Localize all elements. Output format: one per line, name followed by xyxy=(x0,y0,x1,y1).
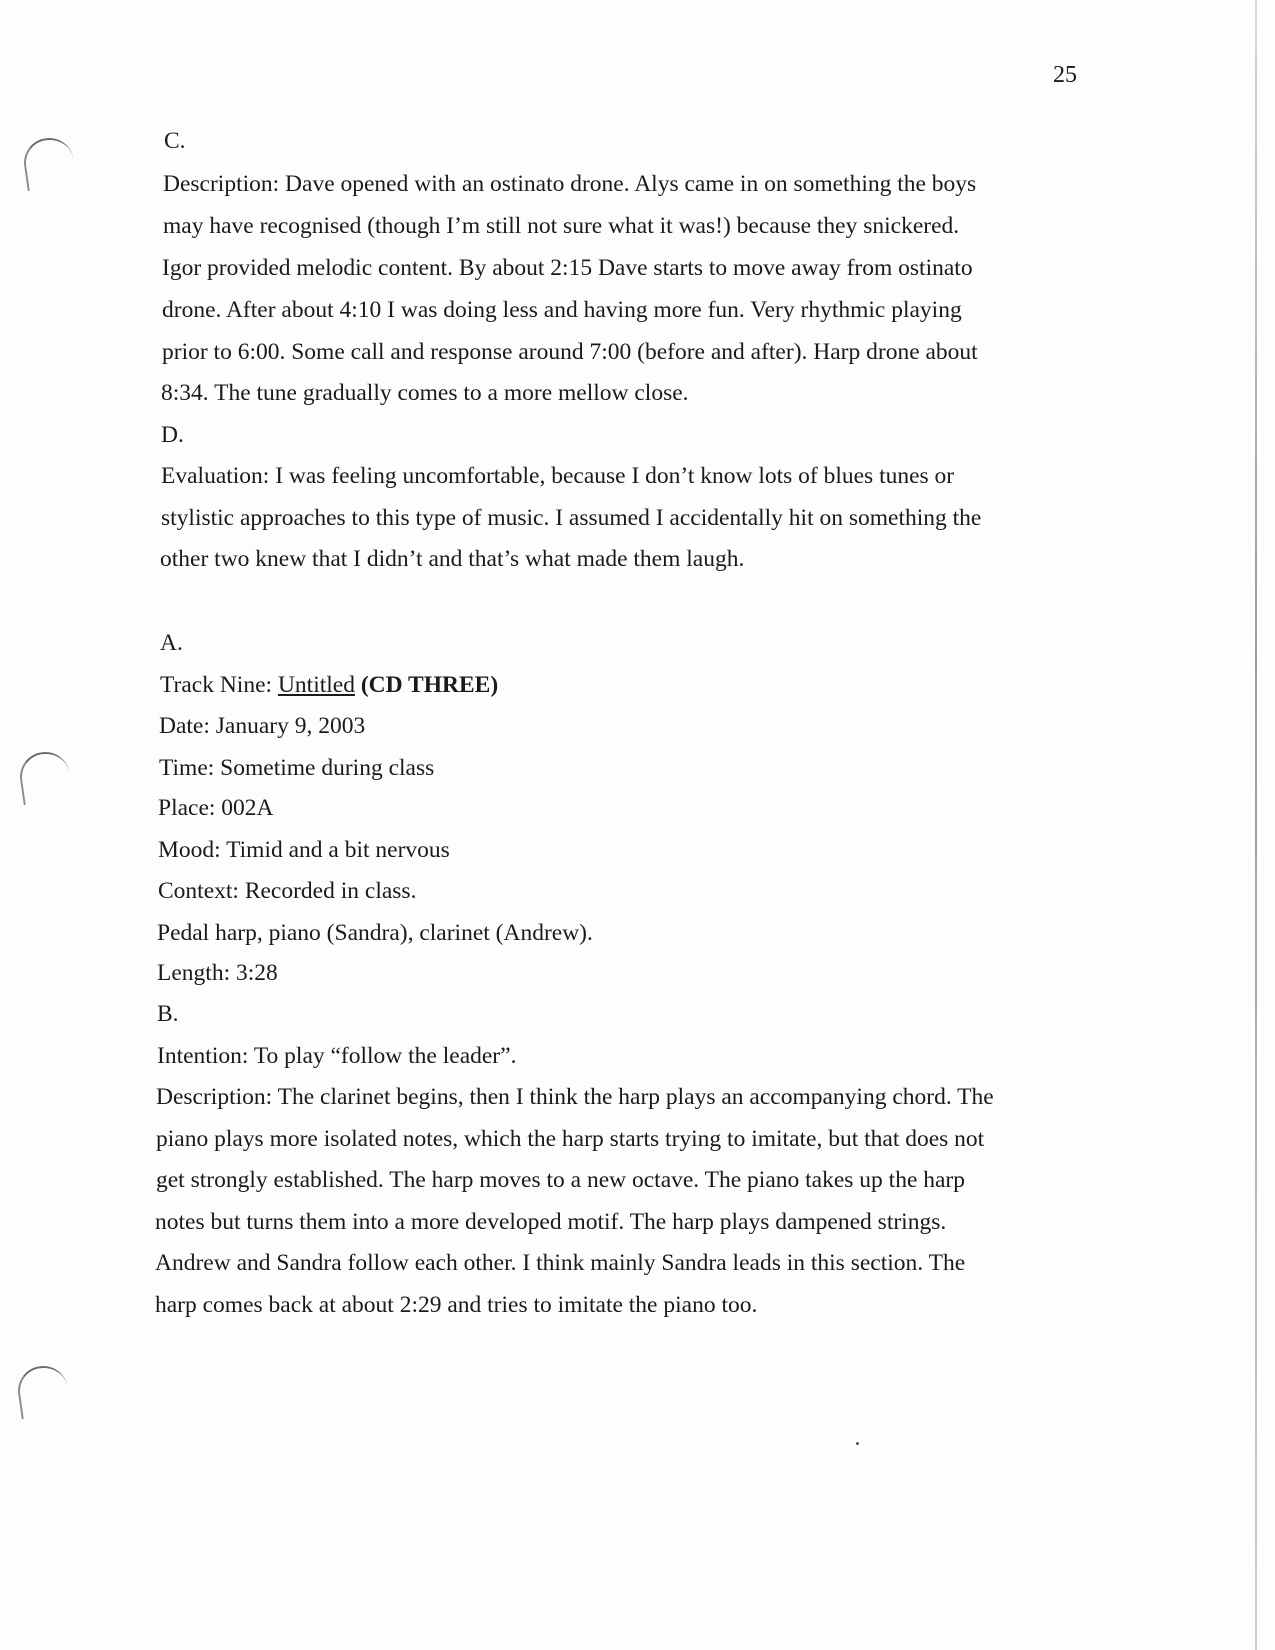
section-b-line: Description: The clarinet begins, then I think the harp plays an accompanying chord. The xyxy=(156,1084,994,1110)
track-line xyxy=(160,674,498,698)
scan-speck xyxy=(856,1442,859,1445)
section-c-line: drone. After about 4:10 I was doing less and having more fun. Very rhythmic playing xyxy=(162,297,962,323)
section-b-line: get strongly established. The harp moves to a new octave. The piano takes up the harp xyxy=(156,1167,966,1193)
section-b-line: notes but turns them into a more developed motif. The harp plays dampened strings. xyxy=(155,1209,947,1235)
place-line: Place: 002A xyxy=(158,795,274,821)
context-line: Context: Recorded in class. xyxy=(158,878,417,904)
section-d-line: Evaluation: I was feeling uncomfortable, because I don’t know lots of blues tunes or xyxy=(161,463,955,489)
section-c-heading: C. xyxy=(164,128,186,154)
punch-hole-top xyxy=(21,135,77,191)
section-d-line: stylistic approaches to this type of music. I assumed I accidentally hit on something the xyxy=(161,505,982,531)
page-number: 25 xyxy=(1053,62,1077,88)
track-label: Track Nine: xyxy=(160,672,278,698)
track-title: Untitled xyxy=(277,672,355,698)
punch-hole-bottom xyxy=(15,1363,71,1419)
section-b-heading: B. xyxy=(157,1001,179,1027)
section-b-line: piano plays more isolated notes, which the harp starts trying to imitate, but that does not xyxy=(156,1126,985,1152)
intention-line: Intention: To play “follow the leader”. xyxy=(157,1043,517,1069)
section-d-line: other two knew that I didn’t and that’s what made them laugh. xyxy=(160,546,745,572)
paper-edge xyxy=(1255,0,1257,1650)
section-c-line: may have recognised (though I’m still not sure what it was!) because they snickered. xyxy=(163,213,960,239)
instruments-line: Pedal harp, piano (Sandra), clarinet (Andrew). xyxy=(157,920,593,946)
track-cd: (CD THREE) xyxy=(360,672,499,698)
time-line: Time: Sometime during class xyxy=(159,755,435,781)
section-b-line: harp comes back at about 2:29 and tries to imitate the piano too. xyxy=(155,1292,758,1318)
date-line: Date: January 9, 2003 xyxy=(159,713,366,739)
section-c-line: Igor provided melodic content. By about 2:15 Dave starts to move away from ostinato xyxy=(162,255,973,281)
section-c-line: 8:34. The tune gradually comes to a more mellow close. xyxy=(161,380,689,406)
section-a-heading: A. xyxy=(160,630,183,656)
section-b-line: Andrew and Sandra follow each other. I think mainly Sandra leads in this section. The xyxy=(155,1250,966,1276)
length-line: Length: 3:28 xyxy=(157,960,278,986)
section-c-line: Description: Dave opened with an ostinato drone. Alys came in on something the boys xyxy=(163,171,977,197)
section-c-line: prior to 6:00. Some call and response around 7:00 (before and after). Harp drone about xyxy=(162,339,978,365)
section-d-heading: D. xyxy=(161,422,184,448)
mood-line: Mood: Timid and a bit nervous xyxy=(158,837,450,863)
punch-hole-middle xyxy=(17,749,73,805)
